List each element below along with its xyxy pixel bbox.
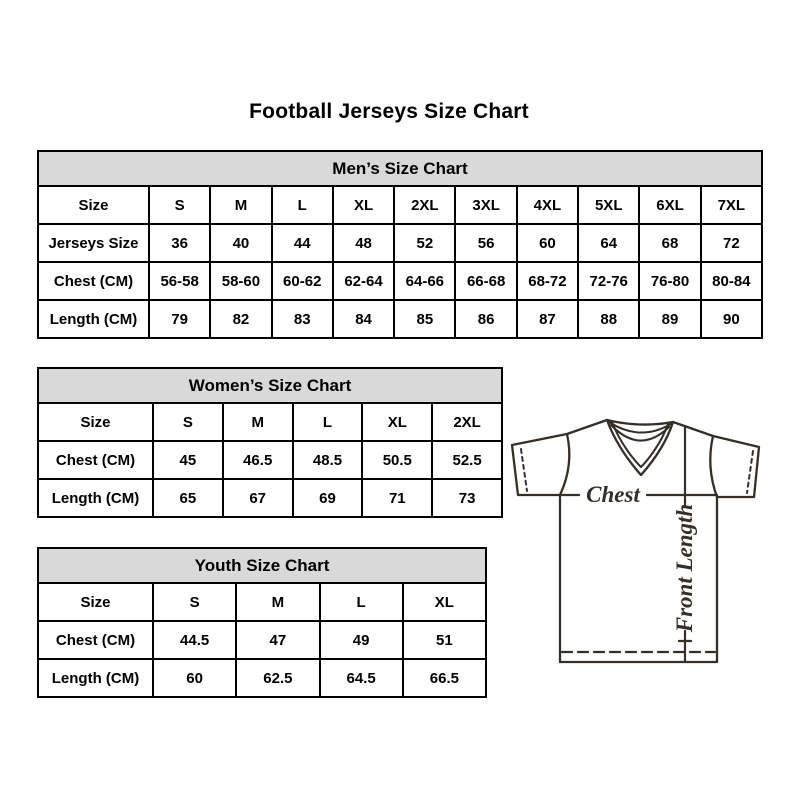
table-cell: 66.5 xyxy=(403,659,486,697)
column-header: 5XL xyxy=(578,186,639,224)
column-header: 4XL xyxy=(517,186,578,224)
table-cell: 85 xyxy=(394,300,455,338)
column-header: 3XL xyxy=(455,186,516,224)
table-cell: 36 xyxy=(149,224,210,262)
size-table xyxy=(37,150,763,339)
table-cell: 48.5 xyxy=(293,441,363,479)
table-cell: 86 xyxy=(455,300,516,338)
table-cell: 65 xyxy=(153,479,223,517)
table-cell: 90 xyxy=(701,300,762,338)
table-cell: 79 xyxy=(149,300,210,338)
table-cell: 58-60 xyxy=(210,262,271,300)
table-cell: 76-80 xyxy=(639,262,700,300)
size-table xyxy=(37,547,487,698)
youth-size-chart-table xyxy=(37,547,487,698)
chest-measure-label: Chest xyxy=(586,482,640,507)
size-table xyxy=(37,367,503,518)
column-header: M xyxy=(223,403,293,441)
table-cell: 84 xyxy=(333,300,394,338)
table-cell: 68 xyxy=(639,224,700,262)
corner-header: Size xyxy=(38,186,149,224)
table-title: Men’s Size Chart xyxy=(38,151,762,186)
table-cell: 48 xyxy=(333,224,394,262)
table-cell: 69 xyxy=(293,479,363,517)
table-cell: 64-66 xyxy=(394,262,455,300)
table-cell: 72 xyxy=(701,224,762,262)
row-label: Length (CM) xyxy=(38,659,153,697)
column-header: 6XL xyxy=(639,186,700,224)
jersey-collar-outline xyxy=(607,420,673,475)
table-cell: 88 xyxy=(578,300,639,338)
row-label: Chest (CM) xyxy=(38,621,153,659)
table-cell: 62-64 xyxy=(333,262,394,300)
row-label: Jerseys Size xyxy=(38,224,149,262)
row-label: Length (CM) xyxy=(38,300,149,338)
column-header: XL xyxy=(403,583,486,621)
front-length-measure-label: Front Length xyxy=(672,503,697,633)
corner-header: Size xyxy=(38,583,153,621)
table-cell: 73 xyxy=(432,479,502,517)
column-header: L xyxy=(320,583,403,621)
table-cell: 71 xyxy=(362,479,432,517)
column-header: L xyxy=(272,186,333,224)
table-cell: 56-58 xyxy=(149,262,210,300)
table-cell: 56 xyxy=(455,224,516,262)
row-label: Length (CM) xyxy=(38,479,153,517)
table-title: Women’s Size Chart xyxy=(38,368,502,403)
column-header: L xyxy=(293,403,363,441)
table-cell: 52.5 xyxy=(432,441,502,479)
table-cell: 80-84 xyxy=(701,262,762,300)
table-cell: 64 xyxy=(578,224,639,262)
column-header: 2XL xyxy=(394,186,455,224)
column-header: XL xyxy=(362,403,432,441)
table-cell: 66-68 xyxy=(455,262,516,300)
table-cell: 47 xyxy=(236,621,319,659)
column-header: M xyxy=(236,583,319,621)
table-cell: 83 xyxy=(272,300,333,338)
table-cell: 49 xyxy=(320,621,403,659)
row-label: Chest (CM) xyxy=(38,441,153,479)
column-header: M xyxy=(210,186,271,224)
table-cell: 62.5 xyxy=(236,659,319,697)
table-cell: 40 xyxy=(210,224,271,262)
column-header: S xyxy=(149,186,210,224)
table-title: Youth Size Chart xyxy=(38,548,486,583)
table-cell: 67 xyxy=(223,479,293,517)
table-cell: 44 xyxy=(272,224,333,262)
column-header: 7XL xyxy=(701,186,762,224)
table-cell: 64.5 xyxy=(320,659,403,697)
table-cell: 51 xyxy=(403,621,486,659)
column-header: S xyxy=(153,583,236,621)
womens-size-chart-table xyxy=(37,367,503,518)
corner-header: Size xyxy=(38,403,153,441)
column-header: S xyxy=(153,403,223,441)
page-title: Football Jerseys Size Chart xyxy=(249,100,529,123)
table-cell: 44.5 xyxy=(153,621,236,659)
row-label: Chest (CM) xyxy=(38,262,149,300)
table-cell: 45 xyxy=(153,441,223,479)
table-cell: 82 xyxy=(210,300,271,338)
table-cell: 89 xyxy=(639,300,700,338)
table-cell: 60 xyxy=(153,659,236,697)
table-cell: 52 xyxy=(394,224,455,262)
table-cell: 46.5 xyxy=(223,441,293,479)
jersey-measurement-diagram xyxy=(495,405,765,670)
table-cell: 87 xyxy=(517,300,578,338)
table-cell: 60 xyxy=(517,224,578,262)
mens-size-chart-table xyxy=(37,150,763,339)
table-cell: 68-72 xyxy=(517,262,578,300)
table-cell: 60-62 xyxy=(272,262,333,300)
column-header: XL xyxy=(333,186,394,224)
table-cell: 72-76 xyxy=(578,262,639,300)
table-cell: 50.5 xyxy=(362,441,432,479)
column-header: 2XL xyxy=(432,403,502,441)
